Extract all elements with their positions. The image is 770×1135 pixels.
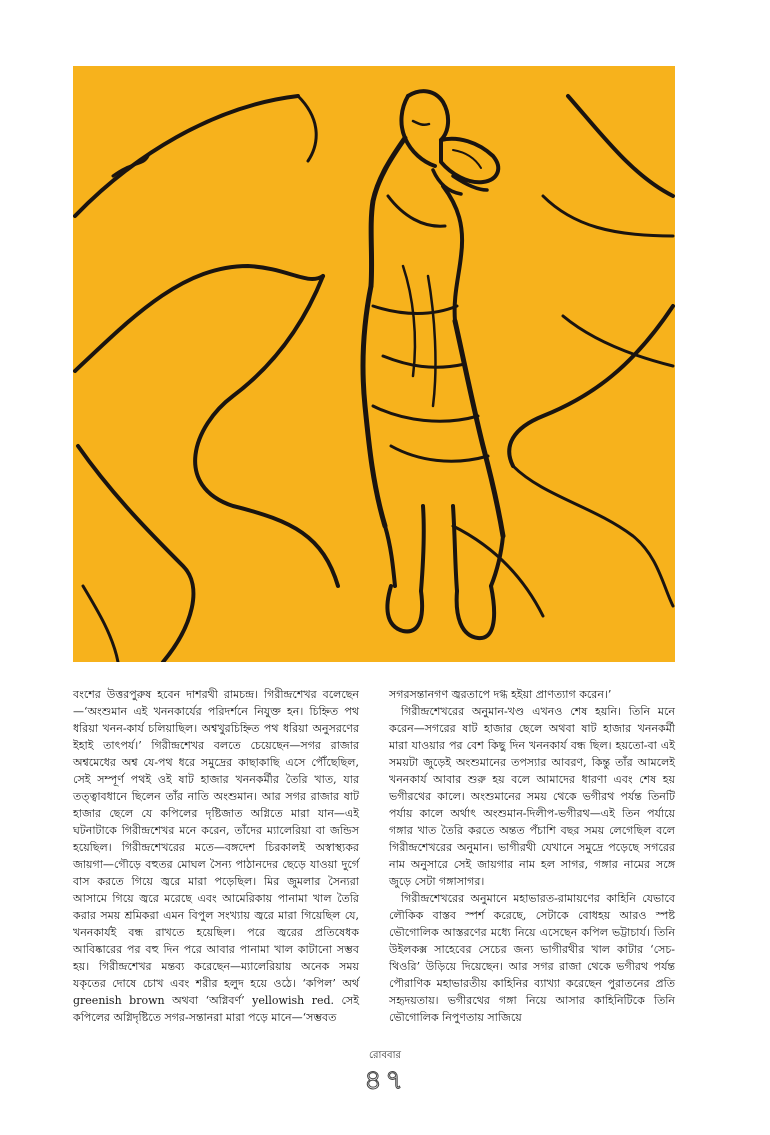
illustration-panel [73,66,675,662]
magazine-name: রোববার [369,1050,401,1061]
article-column-right [389,686,675,1026]
article-paragraph: বংশের উত্তরপুরুষ হবেন দাশরথী রামচন্দ্র। গিরীন্দ্রশেখর বলেছেন—‘অংশুমান এই খননকার্যের পরিদর্শনে নিযুক্ত হন। চিহ্নিত পথ ধরিয়া খনন-কার্য চলিয়াছিল। অশ্বখুরচিহ্নিত পথ ধরিয়া অনুসরণের ইহাই তাৎপর্য।’ গিরীন্দ্রশেখর বলতে চেয়েছেন—সগর রাজার অশ্বমেধের অশ্ব যে-পথ ধরে সমুদ্রের কাছাকাছি এসে পৌঁছেছিল, সেই সম্পূর্ণ পথই ওই ষাট হাজার খননকর্মীর তৈরি খাত, যার তত্ত্বাবধানে ছিলেন তাঁর নাতি অংশুমান। আর সগর রাজার ষাট হাজার ছেলে যে কপিলের দৃষ্টিজাত অগ্নিতে মারা যান—এই ঘটনাটাকে গিরীন্দ্রশেখর মনে করেন, তাঁদের ম্যালেরিয়া বা জন্ডিস হয়েছিল। গিরীন্দ্রশেখরের মতে—বঙ্গদেশ চিরকালই অস্বাস্থ্যকর জায়গা—গৌড়ে বহুতর মোঘল সৈন্য পাঠানদের ছেড়ে যাওয়া দুর্গে বাস করতে গিয়ে জ্বরে মারা পড়েছিল। মির জুমলার সৈন্যরা আসামে গিয়ে জ্বরে মরেছে এবং আমেরিকায় পানামা খাল তৈরি করার সময় শ্রমিকরা এমন বিপুল সংখ্যায় জ্বরে মারা গিয়েছিল যে, খননকার্যই বন্ধ রাখতে হয়েছিল। পরে জ্বরের প্রতিষেধক আবিষ্কারের পর বহু দিন পরে আবার পানামা খাল কাটানো সম্ভব হয়। গিরীন্দ্রশেখর মন্তব্য করেছেন—ম্যালেরিয়ায় অনেক সময় যকৃতের দোষে চোখ এবং শরীর হলুদ হয়ে ওঠে। ‘কপিল’ অর্থ greenish brown অথবা ‘অগ্নিবর্ণ’ yellowish red. সেই কপিলের অগ্নিদৃষ্টিতে সগর-সন্তানরা মারা পড়ে মানে—‘সম্ভবত [73,688,359,1024]
page-number: ৪৭ [363,1063,407,1096]
article-paragraph: গিরীন্দ্রশেখরের অনুমান-খণ্ড এখনও শেষ হয়নি। তিনি মনে করেন—সগরের ষাট হাজার ছেলে অথবা ষাট হাজার খননকর্মী মারা যাওয়ার পর বেশ কিছু দিন খননকার্য বন্ধ ছিল। হয়তো-বা এই সময়টা জুড়েই অংশুমানের তপস্যার আবরণ, কিন্তু তাঁর আমলেই খননকার্য আবার শুরু হয় বলে আমাদের ধারণা এবং শেষ হয় ভগীরথের কালে। অংশুমানের সময় থেকে ভগীরথ পর্যন্ত তিনটি পর্যায় কালে অর্থাৎ অংশুমান-দিলীপ-ভগীরথ—এই তিন পর্যায়ে গঙ্গার খাত তৈরি করতে অন্তত পঁচাশি বছর সময় লেগেছিল বলে গিরীন্দ্রশেখরের অনুমান। ভাগীরথী যেখানে সমুদ্রে পড়েছে সগরের নাম অনুসারে সেই জায়গার নাম হল সাগর, গঙ্গার নামের সঙ্গে জুড়ে সেটা গঙ্গাসাগর। [389,705,675,888]
article-body [73,686,675,1046]
article-paragraph: সগরসন্তানগণ জ্বরতাপে দগ্ধ হইয়া প্রাণত্যাগ করেন।’ [389,688,612,701]
article-paragraph: গিরীন্দ্রশেখরের অনুমানে মহাভারত-রামায়ণের কাহিনি যেভাবে লৌকিক বাস্তব স্পর্শ করেছে, সেটাকে বোধহয় আরও স্পষ্ট ভৌগোলিক আস্তরণের মধ্যে নিয়ে এসেছেন কপিল ভট্টাচার্য। তিনি উইলকক্স সাহেবের সেচের জন্য ভাগীরথীর খাল কাটার ‘সেচ-থিওরি’ উড়িয়ে দিয়েছেন। আর সগর রাজা থেকে ভগীরথ পর্যন্ত পৌরাণিক মহাভারতীয় কাহিনির ব্যাখ্যা করেছেন পুরাতনের প্রতি সহৃদয়তায়। ভগীরথের গঙ্গা নিয়ে আসার কাহিনিটিকে তিনি ভৌগোলিক নিপুণতায় সাজিয়ে [389,892,675,1024]
article-column-left [73,686,359,1026]
conch-figure-drawing [73,66,675,662]
